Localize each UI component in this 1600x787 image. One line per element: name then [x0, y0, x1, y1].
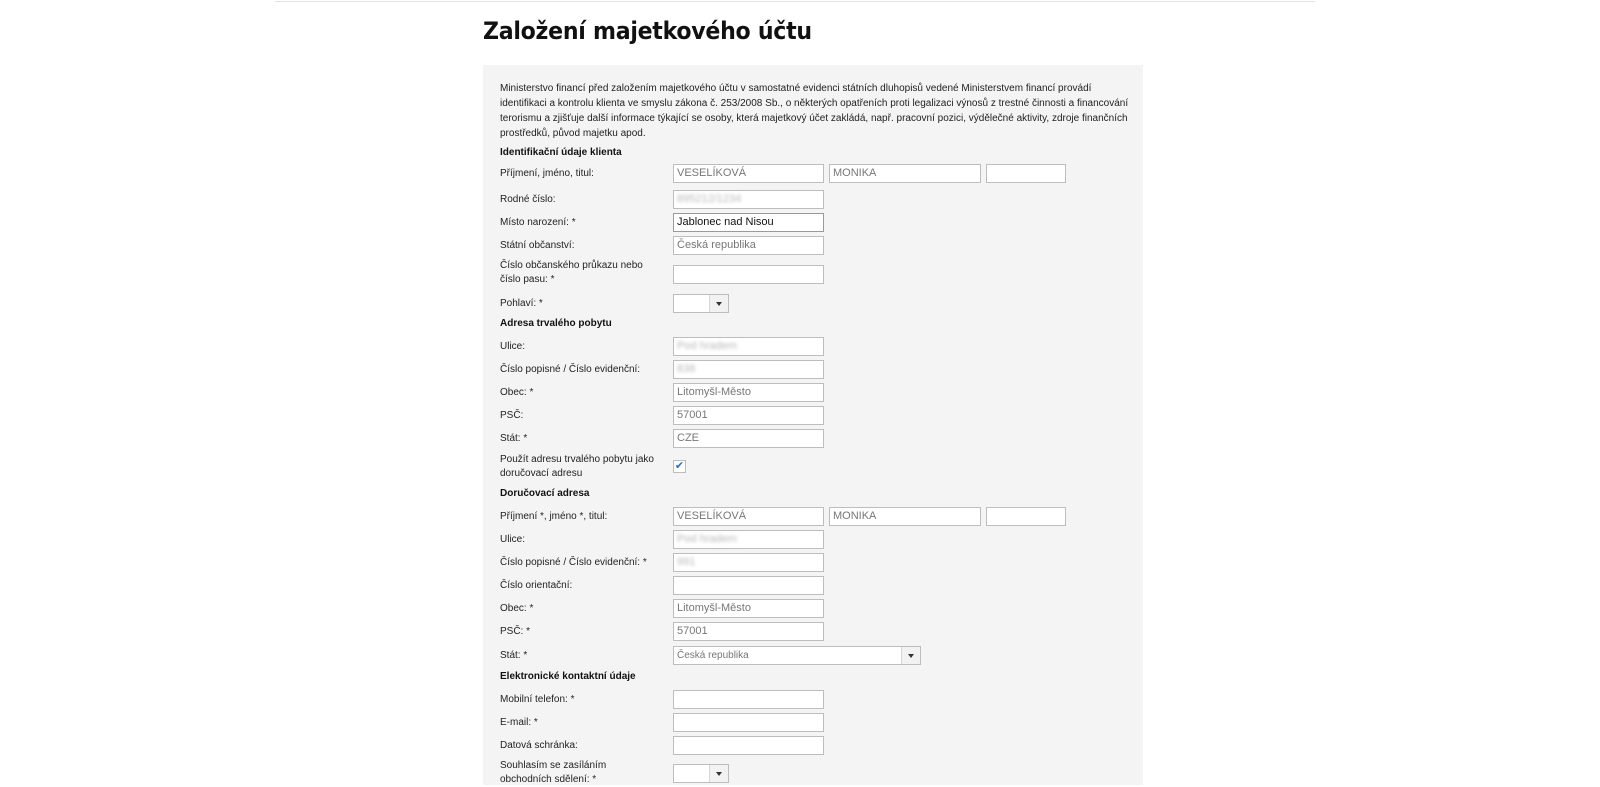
- birth-number-value: 895212/1234: [677, 193, 742, 205]
- mobile-label: Mobilní telefon: *: [500, 694, 575, 705]
- page-title: Založení majetkového účtu: [483, 17, 812, 45]
- id-card-label: Číslo občanského průkazu nebo číslo pasu: *: [500, 260, 643, 285]
- house-number-value: 838: [677, 363, 696, 375]
- delivery-street-label: Ulice:: [500, 534, 526, 545]
- gender-select[interactable]: [673, 294, 729, 313]
- delivery-name-label: Příjmení *, jméno *, titul:: [500, 511, 608, 522]
- birth-number-input[interactable]: [673, 190, 824, 209]
- mobile-input[interactable]: [673, 690, 824, 709]
- delivery-city-label: Obec: *: [500, 603, 534, 614]
- delivery-zip-input[interactable]: 57001: [673, 622, 824, 641]
- house-number-label: Číslo popisné / Číslo evidenční:: [500, 364, 641, 375]
- street-value: Pod hradem: [677, 340, 737, 352]
- delivery-country-select[interactable]: [673, 646, 921, 665]
- country-label: Stát: *: [500, 433, 528, 444]
- country-input[interactable]: CZE: [673, 429, 824, 448]
- delivery-first-name-input[interactable]: MONIKA: [829, 507, 981, 526]
- surname-input[interactable]: VESELÍKOVÁ: [673, 164, 824, 183]
- city-label: Obec: *: [500, 387, 534, 398]
- chevron-down-icon: [901, 647, 920, 664]
- birthplace-label: Místo narození: *: [500, 217, 576, 228]
- orientation-number-label: Číslo orientační:: [500, 580, 573, 591]
- delivery-house-number-input[interactable]: [673, 553, 824, 572]
- street-label: Ulice:: [500, 341, 526, 352]
- delivery-street-input[interactable]: [673, 530, 824, 549]
- section-heading-identification: Identifikační údaje klienta: [500, 147, 622, 158]
- email-label: E-mail: *: [500, 717, 538, 728]
- city-input[interactable]: Litomyšl-Město: [673, 383, 824, 402]
- house-number-input[interactable]: [673, 360, 824, 379]
- orientation-number-input[interactable]: [673, 576, 824, 595]
- email-input[interactable]: [673, 713, 824, 732]
- section-heading-contact: Elektronické kontaktní údaje: [500, 671, 636, 682]
- id-card-input[interactable]: [673, 265, 824, 284]
- delivery-street-value: Pod hradem: [677, 533, 737, 545]
- delivery-zip-label: PSČ: *: [500, 626, 531, 637]
- street-input[interactable]: [673, 337, 824, 356]
- intro-text: Ministerstvo financí před založením majetkového účtu v samostatné evidenci státních dluhopisů vedené Ministerstvem financí provádí identifikaci a kontrolu klienta ve smyslu zákona č. 253/2008 Sb., o některých opatřeních proti legalizaci výnosů z trestné činnosti a financování terorismu a zjišťuje další informace týkající se osoby, která majetkový účet zakládá, např. pracovní pozici, výdělečné aktivity, zdroje finančních prostředků, původ majetku apod.: [500, 83, 1129, 139]
- gender-label: Pohlaví: *: [500, 298, 543, 309]
- delivery-country-value: Česká republika: [677, 650, 749, 661]
- checkmark-icon: ✔: [674, 460, 685, 472]
- databox-label: Datová schránka:: [500, 740, 578, 751]
- delivery-title-input[interactable]: [986, 507, 1066, 526]
- title-input[interactable]: [986, 164, 1066, 183]
- top-divider: [275, 1, 1315, 2]
- consent-select[interactable]: [673, 764, 729, 783]
- citizenship-input[interactable]: Česká republika: [673, 236, 824, 255]
- first-name-input[interactable]: MONIKA: [829, 164, 981, 183]
- delivery-house-number-value: 991: [677, 556, 696, 568]
- consent-label: Souhlasím se zasíláním obchodních sdělení: *: [500, 760, 607, 785]
- delivery-country-label: Stát: *: [500, 650, 528, 661]
- section-heading-delivery-address: Doručovací adresa: [500, 488, 590, 499]
- use-as-delivery-checkbox[interactable]: [673, 460, 686, 473]
- zip-input[interactable]: 57001: [673, 406, 824, 425]
- section-heading-permanent-address: Adresa trvalého pobytu: [500, 318, 612, 329]
- birthplace-input[interactable]: Jablonec nad Nisou: [673, 213, 824, 232]
- name-label: Příjmení, jméno, titul:: [500, 168, 594, 179]
- zip-label: PSČ:: [500, 410, 524, 421]
- citizenship-label: Státní občanství:: [500, 240, 575, 251]
- chevron-down-icon: [709, 295, 728, 312]
- databox-input[interactable]: [673, 736, 824, 755]
- delivery-house-number-label: Číslo popisné / Číslo evidenční: *: [500, 557, 647, 568]
- chevron-down-icon: [709, 765, 728, 782]
- birth-number-label: Rodné číslo:: [500, 194, 556, 205]
- use-as-delivery-label: Použít adresu trvalého pobytu jako doručovací adresu: [500, 454, 654, 479]
- delivery-city-input[interactable]: Litomyšl-Město: [673, 599, 824, 618]
- delivery-surname-input[interactable]: VESELÍKOVÁ: [673, 507, 824, 526]
